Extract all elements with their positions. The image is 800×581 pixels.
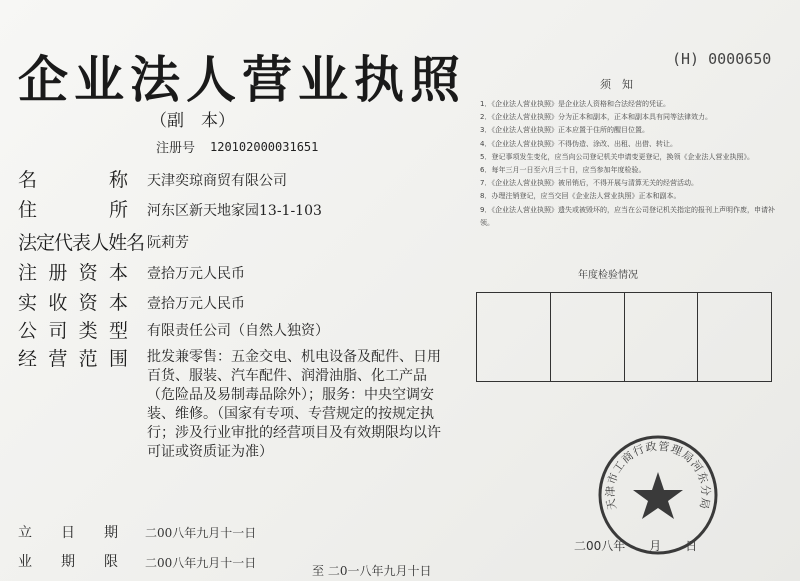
official-seal-icon [595, 432, 721, 558]
field-value-registered-capital: 壹拾万元人民币 [147, 266, 245, 282]
notice-item: 4．《企业法人营业执照》不得伪造、涂改、出租、出借、转让。 [480, 139, 677, 148]
document-title: 企业法人营业执照 [18, 50, 466, 109]
inspection-table [476, 292, 772, 382]
field-value-paid-capital: 壹拾万元人民币 [147, 296, 245, 312]
document-subtitle: （副 本） [150, 111, 235, 131]
notice-item: 3．《企业法人营业执照》正本应置于住所的醒目位置。 [480, 126, 649, 135]
field-label-business-scope: 经 营 范 围 [18, 348, 128, 370]
notice-item: 2．《企业法人营业执照》分为正本和副本，正本和副本具有同等法律效力。 [480, 113, 712, 122]
established-date: 二00八年九月十一日 [145, 526, 257, 540]
term-label: 业 期 限 [18, 554, 118, 570]
inspection-title: 年度检验情况 [578, 270, 638, 281]
notice-list [480, 98, 775, 230]
serial-number: (H) 0000650 [672, 50, 772, 68]
field-value-address: 河东区新天地家园13-1-103 [147, 203, 322, 219]
field-label-paid-capital: 实 收 资 本 [18, 292, 128, 314]
field-label-name: 名 称 [18, 169, 128, 191]
inspection-cell [477, 293, 551, 381]
field-value-company-type: 有限责任公司（自然人独资） [147, 323, 329, 339]
field-value-name: 天津奕琼商贸有限公司 [147, 173, 287, 189]
established-label: 立 日 期 [18, 525, 118, 541]
notice-item: 9．《企业法人营业执照》遗失或被毁坏的，应当在公司登记机关指定的报刊上声明作废，申请补领。 [480, 205, 775, 227]
notice-item: 1．《企业法人营业执照》是企业法人资格和合法经营的凭证。 [480, 100, 670, 108]
reg-number: 120102000031651 [210, 140, 319, 154]
term-end: 至 二0一八年九月十日 [312, 564, 432, 578]
notice-item: 6．每年三月一日至六月三十日，应当参加年度检验。 [480, 166, 646, 175]
inspection-cell [698, 293, 771, 381]
field-label-company-type: 公 司 类 型 [18, 320, 128, 342]
field-label-legal-rep: 法 定 代 表 人 姓 名 [18, 232, 145, 254]
issue-date: 二00八年 月 日 [574, 539, 698, 553]
notice-item: 5．登记事项发生变化，应当向公司登记机关申请变更登记，换领《企业法人营业执照》。 [480, 152, 754, 161]
notice-title: 须 知 [600, 78, 633, 91]
field-label-registered-capital: 注 册 资 本 [18, 262, 128, 284]
inspection-cell [625, 293, 699, 381]
notice-item: 8．办理注销登记，应当交回《企业法人营业执照》正本和副本。 [480, 192, 681, 201]
term-start: 二00八年九月十一日 [145, 556, 257, 570]
reg-number-label: 注册号 [156, 141, 196, 156]
inspection-cell [551, 293, 625, 381]
field-value-business-scope: 批发兼零售：五金交电、机电设备及配件、日用百货、服装、汽车配件、润滑油脂、化工产品（危险品及易制毒品除外）；服务：中央空调安装、维修。（国家有专项、专营规定的按规定执行；涉及行业审批的经营项目及有效期限均以许可证或资质证为准） [147, 349, 441, 460]
field-value-legal-rep: 阮莉芳 [147, 235, 189, 251]
svg-text:天津市工商行政管理局河东分局: 天津市工商行政管理局河东分局 [603, 439, 713, 512]
field-label-address: 住 所 [18, 199, 128, 221]
notice-item: 7．《企业法人营业执照》被吊销后，不得开展与清算无关的经营活动。 [480, 179, 698, 188]
